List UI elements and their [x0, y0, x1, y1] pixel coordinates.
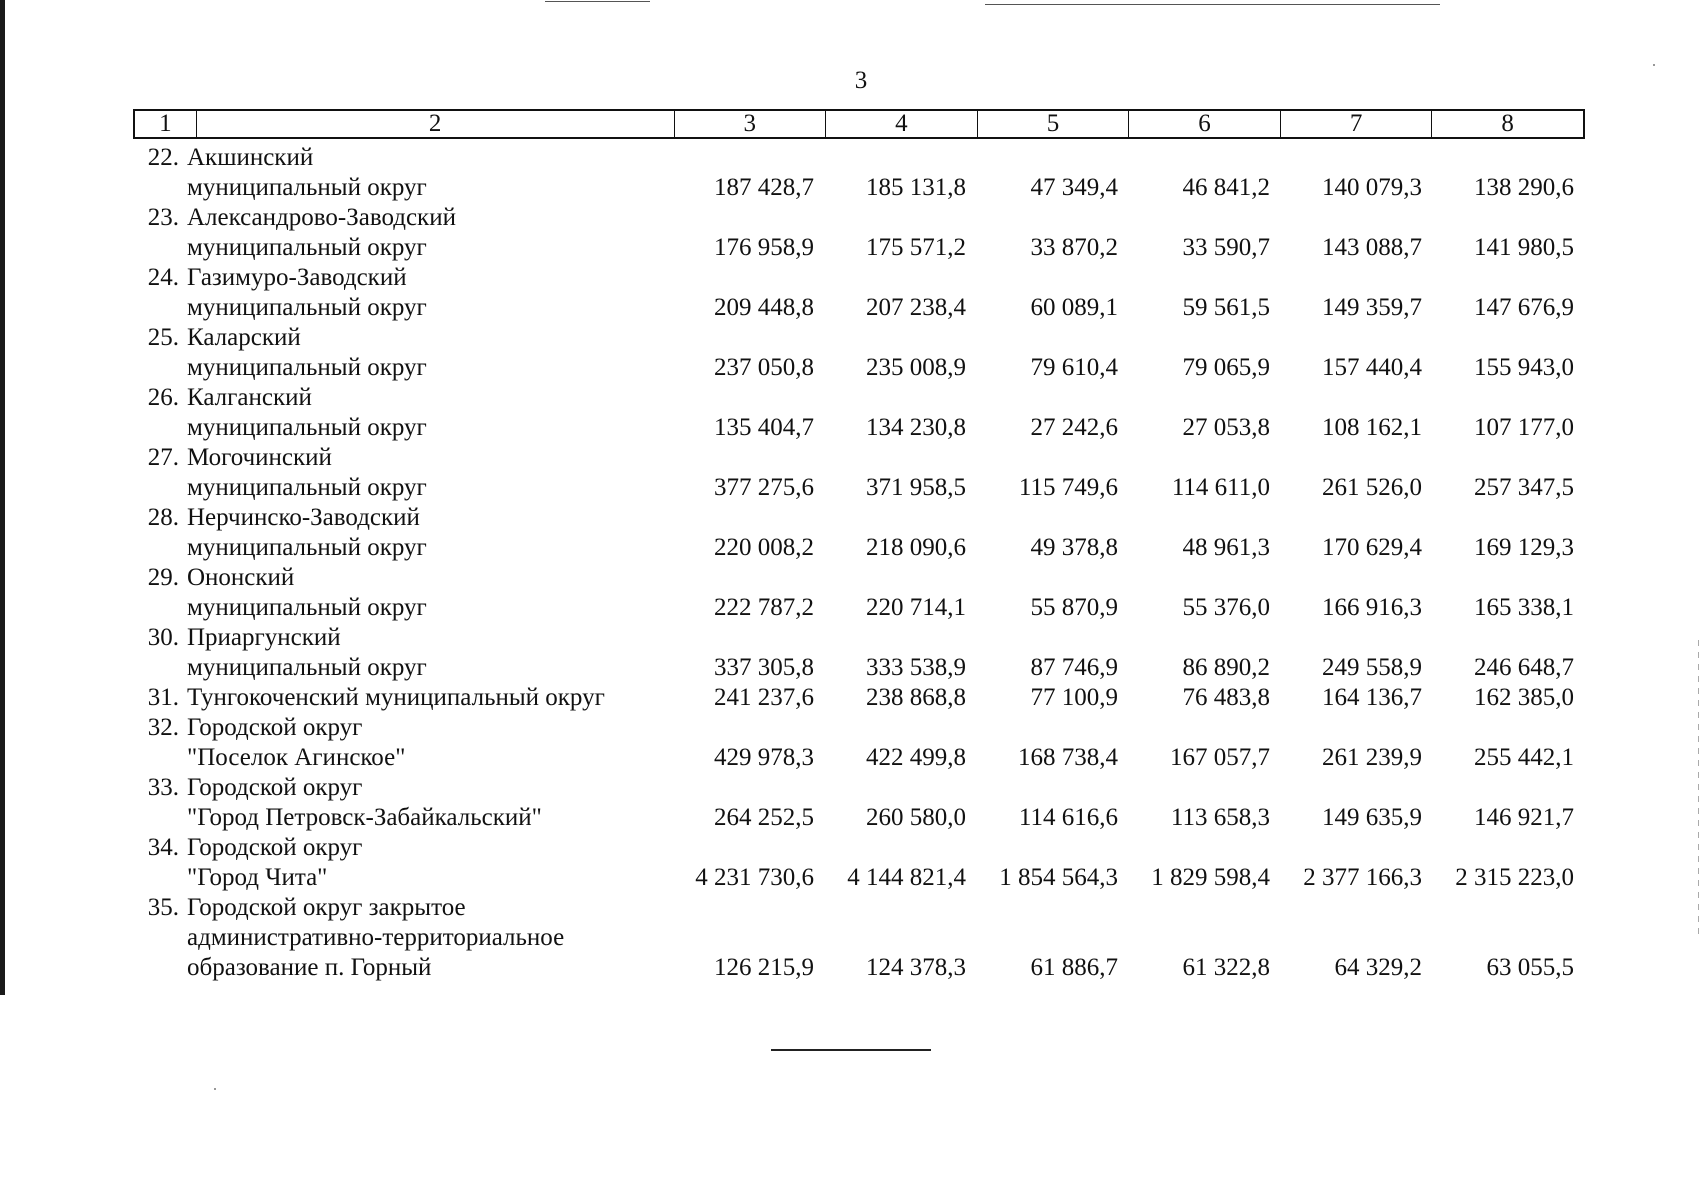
name-line: "Город Чита" [187, 864, 328, 891]
value-cell-col-5: 61 886,7 [1030, 954, 1118, 981]
table-row [133, 773, 1585, 833]
municipality-name [179, 773, 668, 833]
name-line: "Город Петровск-Забайкальский" [187, 804, 542, 831]
scan-edge-bar [0, 0, 5, 995]
value-cell-col-6: 79 065,9 [1182, 354, 1270, 381]
value-cell-col-8: 107 177,0 [1474, 414, 1574, 441]
header-cell: 2 [196, 111, 674, 137]
name-line: муниципальный округ [187, 354, 427, 381]
table-row [133, 263, 1585, 323]
value-cell-col-6: 167 057,7 [1170, 744, 1270, 771]
value-cell-col-8: 2 315 223,0 [1455, 864, 1574, 891]
name-line: муниципальный округ [187, 234, 427, 261]
page-number: 3 [854, 67, 868, 94]
header-cell: 7 [1280, 111, 1432, 137]
value-cell-col-8: 255 442,1 [1474, 744, 1574, 771]
municipality-name [179, 323, 668, 383]
name-line: муниципальный округ [187, 474, 427, 501]
municipality-name [179, 443, 668, 503]
name-line: муниципальный округ [187, 654, 427, 681]
municipality-name [179, 833, 668, 893]
value-cell-col-5: 1 854 564,3 [999, 864, 1118, 891]
municipality-name [179, 683, 668, 713]
value-cell-col-8: 63 055,5 [1486, 954, 1574, 981]
scan-artifact-line [545, 1, 650, 2]
value-cell-col-8: 146 921,7 [1474, 804, 1574, 831]
value-cell-col-7: 164 136,7 [1322, 684, 1422, 711]
value-cell-col-3: 135 404,7 [714, 414, 814, 441]
name-line: Тунгокоченский муниципальный округ [187, 684, 605, 711]
value-cell-col-5: 47 349,4 [1030, 174, 1118, 201]
value-cell-col-4: 422 499,8 [866, 744, 966, 771]
table-row [133, 383, 1585, 443]
value-cell-col-5: 77 100,9 [1030, 684, 1118, 711]
value-cell-col-8: 257 347,5 [1474, 474, 1574, 501]
value-cell-col-5: 55 870,9 [1030, 594, 1118, 621]
value-cell-col-7: 64 329,2 [1334, 954, 1422, 981]
name-line: административно-территориальное [187, 924, 565, 951]
value-cell-col-7: 157 440,4 [1322, 354, 1422, 381]
row-number: 32. [147, 714, 179, 741]
row-number: 26. [147, 384, 179, 411]
value-cell-col-4: 235 008,9 [866, 354, 966, 381]
scan-artifact-line [985, 4, 1440, 5]
name-line: образование п. Горный [187, 954, 432, 981]
value-cell-col-4: 333 538,9 [866, 654, 966, 681]
table-row [133, 443, 1585, 503]
header-cell: 8 [1431, 111, 1583, 137]
value-cell-col-6: 59 561,5 [1182, 294, 1270, 321]
value-cell-col-6: 46 841,2 [1182, 174, 1270, 201]
value-cell-col-5: 168 738,4 [1018, 744, 1118, 771]
value-cell-col-6: 114 611,0 [1171, 474, 1270, 501]
scan-edge-dash [1698, 640, 1699, 940]
table-row [133, 323, 1585, 383]
value-cell-col-5: 33 870,2 [1030, 234, 1118, 261]
value-cell-col-5: 49 378,8 [1030, 534, 1118, 561]
municipality-name [179, 623, 668, 683]
row-number: 28. [147, 504, 179, 531]
header-cell: 4 [825, 111, 977, 137]
row-number: 29. [147, 564, 179, 591]
municipality-name [179, 563, 668, 623]
header-cell: 1 [159, 110, 172, 137]
value-cell-col-7: 2 377 166,3 [1303, 864, 1422, 891]
value-cell-col-7: 149 635,9 [1322, 804, 1422, 831]
name-line: муниципальный округ [187, 414, 427, 441]
municipality-name [179, 503, 668, 563]
value-cell-col-4: 185 131,8 [866, 174, 966, 201]
value-cell-col-3: 337 305,8 [714, 654, 814, 681]
table-row [133, 833, 1585, 893]
value-cell-col-5: 60 089,1 [1030, 294, 1118, 321]
table-row [133, 893, 1585, 983]
name-line: Акшинский [187, 144, 314, 171]
name-line: муниципальный округ [187, 534, 427, 561]
name-line: Ононский [187, 564, 295, 591]
table-row [133, 623, 1585, 683]
value-cell-col-4: 134 230,8 [866, 414, 966, 441]
name-line: Городской округ [187, 774, 363, 801]
row-number: 35. [147, 894, 179, 921]
table-row [133, 503, 1585, 563]
value-cell-col-6: 33 590,7 [1182, 234, 1270, 261]
value-cell-col-6: 61 322,8 [1182, 954, 1270, 981]
name-line: "Поселок Агинское" [187, 744, 406, 771]
row-number: 34. [147, 834, 179, 861]
municipality-name [179, 143, 668, 203]
row-number: 27. [147, 444, 179, 471]
value-cell-col-6: 86 890,2 [1182, 654, 1270, 681]
value-cell-col-3: 209 448,8 [714, 294, 814, 321]
value-cell-col-6: 76 483,8 [1182, 684, 1270, 711]
value-cell-col-7: 249 558,9 [1322, 654, 1422, 681]
name-line: Приаргунский [187, 624, 341, 651]
name-line: муниципальный округ [187, 594, 427, 621]
value-cell-col-4: 238 868,8 [866, 684, 966, 711]
end-rule [771, 1049, 931, 1051]
table-header-row [133, 109, 1585, 139]
value-cell-col-4: 220 714,1 [866, 594, 966, 621]
value-cell-col-6: 55 376,0 [1182, 594, 1270, 621]
value-cell-col-7: 140 079,3 [1322, 174, 1422, 201]
value-cell-col-7: 170 629,4 [1322, 534, 1422, 561]
name-line: муниципальный округ [187, 174, 427, 201]
table-row [133, 143, 1585, 203]
header-cell: 5 [977, 111, 1129, 137]
value-cell-col-3: 126 215,9 [714, 954, 814, 981]
value-cell-col-8: 147 676,9 [1474, 294, 1574, 321]
value-cell-col-3: 377 275,6 [714, 474, 814, 501]
value-cell-col-4: 218 090,6 [866, 534, 966, 561]
value-cell-col-6: 27 053,8 [1182, 414, 1270, 441]
value-cell-col-4: 124 378,3 [866, 954, 966, 981]
value-cell-col-5: 27 242,6 [1030, 414, 1118, 441]
name-line: Калганский [187, 384, 312, 411]
municipality-name [179, 263, 668, 323]
municipality-name [179, 383, 668, 443]
value-cell-col-8: 246 648,7 [1474, 654, 1574, 681]
value-cell-col-8: 141 980,5 [1474, 234, 1574, 261]
row-number: 30. [147, 624, 179, 651]
value-cell-col-5: 79 610,4 [1030, 354, 1118, 381]
value-cell-col-3: 187 428,7 [714, 174, 814, 201]
name-line: Городской округ [187, 834, 363, 861]
name-line: Городской округ [187, 714, 363, 741]
table-body [133, 143, 1585, 983]
name-line: Александрово-Заводский [187, 204, 456, 231]
municipality-name [179, 203, 668, 263]
value-cell-col-4: 175 571,2 [866, 234, 966, 261]
name-line: Нерчинско-Заводский [187, 504, 420, 531]
table-row [133, 683, 1585, 713]
value-cell-col-8: 138 290,6 [1474, 174, 1574, 201]
name-line: муниципальный округ [187, 294, 427, 321]
municipality-name [179, 713, 668, 773]
value-cell-col-5: 114 616,6 [1018, 804, 1118, 831]
name-line: Газимуро-Заводский [187, 264, 407, 291]
value-cell-col-4: 260 580,0 [866, 804, 966, 831]
row-number: 25. [147, 324, 179, 351]
name-line: Городской округ закрытое [187, 894, 466, 921]
value-cell-col-5: 115 749,6 [1018, 474, 1118, 501]
value-cell-col-7: 261 239,9 [1322, 744, 1422, 771]
value-cell-col-7: 261 526,0 [1322, 474, 1422, 501]
scan-speck [1653, 64, 1655, 66]
value-cell-col-3: 429 978,3 [714, 744, 814, 771]
value-cell-col-7: 108 162,1 [1322, 414, 1422, 441]
row-number: 31. [147, 684, 179, 711]
table-row [133, 563, 1585, 623]
value-cell-col-5: 87 746,9 [1030, 654, 1118, 681]
value-cell-col-6: 113 658,3 [1170, 804, 1270, 831]
row-number: 23. [147, 204, 179, 231]
row-number: 33. [147, 774, 179, 801]
value-cell-col-3: 264 252,5 [714, 804, 814, 831]
header-cell: 3 [674, 111, 826, 137]
header-cell: 6 [1128, 111, 1280, 137]
value-cell-col-7: 143 088,7 [1322, 234, 1422, 261]
value-cell-col-3: 176 958,9 [714, 234, 814, 261]
value-cell-col-3: 222 787,2 [714, 594, 814, 621]
row-number: 22. [147, 144, 179, 171]
value-cell-col-6: 1 829 598,4 [1151, 864, 1270, 891]
row-number: 24. [147, 264, 179, 291]
value-cell-col-8: 165 338,1 [1474, 594, 1574, 621]
value-cell-col-8: 155 943,0 [1474, 354, 1574, 381]
value-cell-col-7: 166 916,3 [1322, 594, 1422, 621]
value-cell-col-4: 371 958,5 [866, 474, 966, 501]
table-row [133, 713, 1585, 773]
value-cell-col-3: 241 237,6 [714, 684, 814, 711]
value-cell-col-4: 207 238,4 [866, 294, 966, 321]
value-cell-col-8: 162 385,0 [1474, 684, 1574, 711]
value-cell-col-6: 48 961,3 [1182, 534, 1270, 561]
value-cell-col-4: 4 144 821,4 [847, 864, 966, 891]
value-cell-col-7: 149 359,7 [1322, 294, 1422, 321]
value-cell-col-3: 4 231 730,6 [695, 864, 814, 891]
value-cell-col-3: 220 008,2 [714, 534, 814, 561]
name-line: Могочинский [187, 444, 332, 471]
value-cell-col-3: 237 050,8 [714, 354, 814, 381]
name-line: Каларский [187, 324, 301, 351]
table-row [133, 203, 1585, 263]
municipality-name [179, 893, 668, 983]
scan-speck [214, 1088, 216, 1090]
value-cell-col-8: 169 129,3 [1474, 534, 1574, 561]
